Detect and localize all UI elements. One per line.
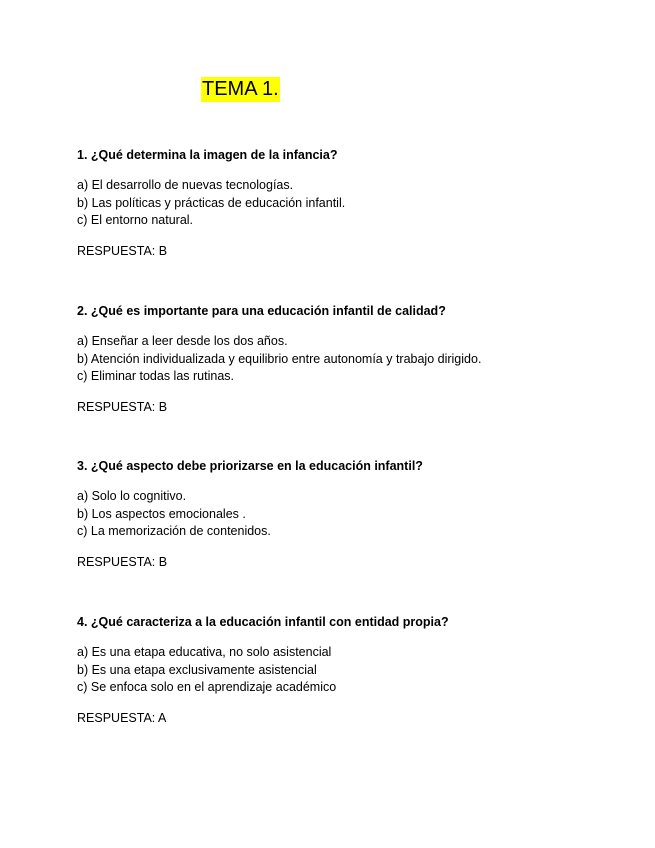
option-item: c) Eliminar todas las rutinas.: [77, 369, 235, 383]
question-text: 3. ¿Qué aspecto debe priorizarse en la educación infantil?: [77, 459, 423, 473]
question-block: [77, 614, 637, 727]
question-block: [77, 147, 637, 260]
option-item: c) El entorno natural.: [77, 213, 194, 227]
question-block: [77, 458, 637, 571]
option-item: b) Las políticas y prácticas de educación infantil.: [77, 195, 346, 210]
answer-text: RESPUESTA: B: [77, 554, 168, 569]
question-text: 4. ¿Qué caracteriza a la educación infantil con entidad propia?: [77, 615, 449, 629]
page-title: TEMA 1.: [202, 78, 279, 100]
option-item: c) La memorización de contenidos.: [77, 524, 271, 538]
option-item: a) Es una etapa educativa, no solo asistencial: [77, 645, 332, 659]
option-item: b) Atención individualizada y equilibrio entre autonomía y trabajo dirigido.: [77, 351, 482, 366]
options-list: [77, 177, 637, 230]
question-text: 1. ¿Qué determina la imagen de la infancia?: [77, 148, 338, 162]
options-list: [77, 644, 637, 697]
option-item: b) Es una etapa exclusivamente asistencial: [77, 662, 317, 677]
answer-text: RESPUESTA: B: [77, 399, 168, 414]
option-item: a) Solo lo cognitivo.: [77, 489, 187, 503]
options-list: [77, 333, 637, 386]
option-item: b) Los aspectos emocionales .: [77, 506, 246, 521]
option-item: a) Enseñar a leer desde los dos años.: [77, 334, 288, 348]
question-text: 2. ¿Qué es importante para una educación infantil de calidad?: [77, 304, 446, 318]
option-item: a) El desarrollo de nuevas tecnologías.: [77, 178, 294, 192]
options-list: [77, 488, 637, 541]
option-item: c) Se enfoca solo en el aprendizaje académico: [77, 680, 337, 694]
answer-text: RESPUESTA: A: [77, 710, 167, 725]
question-block: [77, 303, 637, 416]
answer-text: RESPUESTA: B: [77, 243, 168, 258]
